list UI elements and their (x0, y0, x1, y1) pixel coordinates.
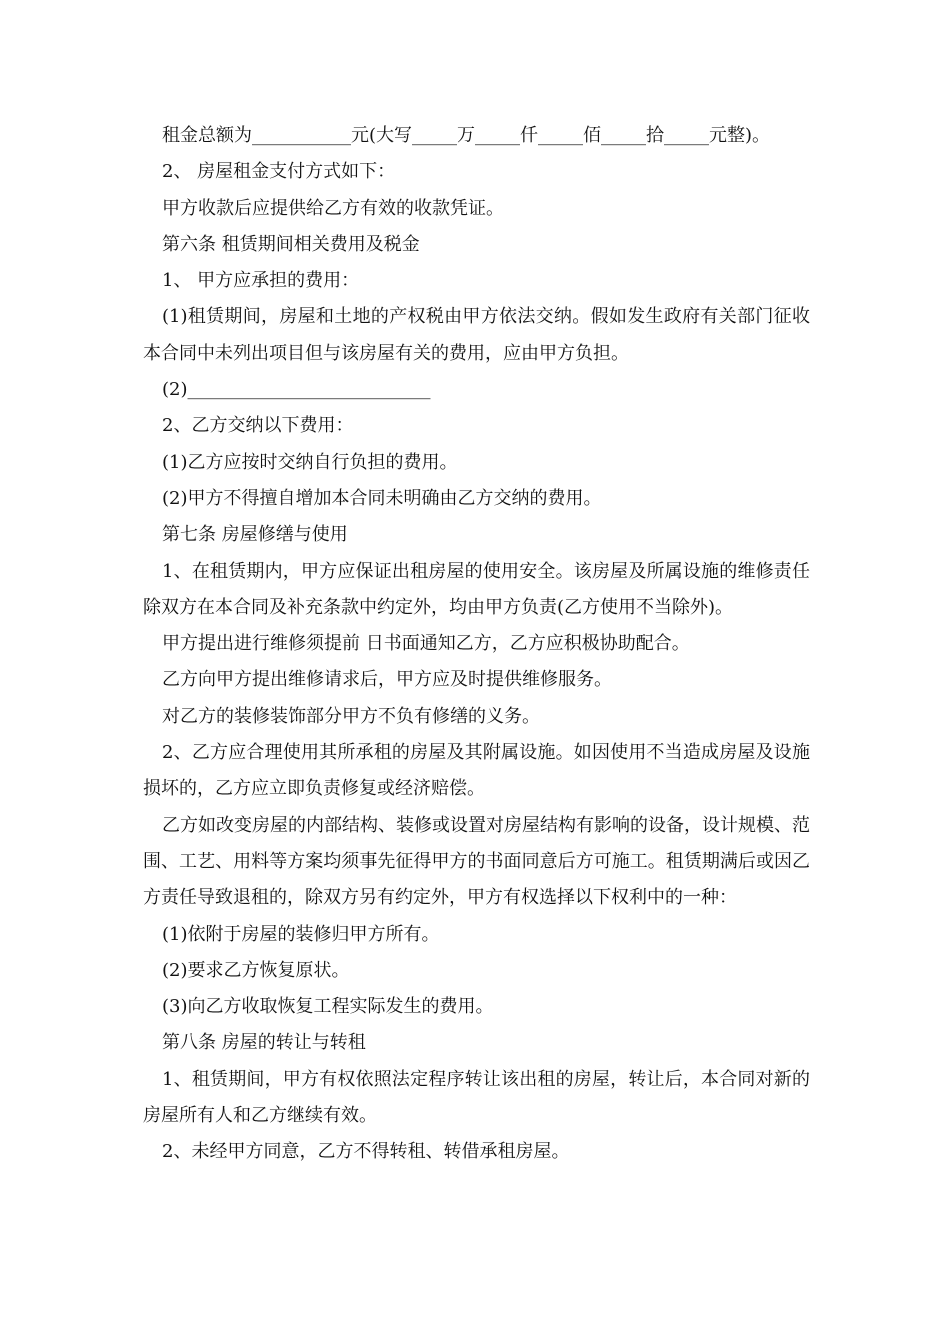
paragraph-proper-use: 2、乙方应合理使用其所承租的房屋及其附属设施。如因使用不当造成房屋及设施损坏的，乙方应立即负责修复或经济赔偿。 (143, 742, 810, 800)
paragraph-blank-item: (2)___________________________ (162, 379, 431, 401)
paragraph-property-tax: (1)租赁期间，房屋和土地的产权税由甲方依法交纳。假如发生政府有关部门征收本合同中未列出项目但与该房屋有关的费用，应由甲方负担。 (143, 306, 810, 364)
paragraph-option-3: (3)向乙方收取恢复工程实际发生的费用。 (162, 996, 494, 1018)
paragraph-repair-notice: 甲方提出进行维修须提前 日书面通知乙方，乙方应积极协助配合。 (162, 633, 690, 655)
article-8-heading: 第八条 房屋的转让与转租 (162, 1032, 366, 1054)
document-body (143, 118, 810, 1171)
paragraph-b-pay-on-time: (1)乙方应按时交纳自行负担的费用。 (162, 451, 458, 473)
paragraph-option-1: (1)依附于房屋的装修归甲方所有。 (162, 923, 440, 945)
paragraph-payment-method: 2、 房屋租金支付方式如下： (162, 161, 396, 183)
article-6-heading: 第六条 租赁期间相关费用及税金 (162, 233, 420, 255)
paragraph-repair-service: 乙方向甲方提出维修请求后，甲方应及时提供维修服务。 (162, 669, 612, 691)
paragraph-rent-total: 租金总额为___________元(大写_____万_____仟_____佰_____拾_____元整)。 (162, 125, 771, 146)
paragraph-option-2: (2)要求乙方恢复原状。 (162, 959, 350, 981)
paragraph-receipt: 甲方收款后应提供给乙方有效的收款凭证。 (162, 197, 504, 219)
paragraph-no-sublet: 2、未经甲方同意，乙方不得转租、转借承租房屋。 (162, 1141, 570, 1163)
paragraph-party-b-costs: 2、乙方交纳以下费用： (162, 415, 354, 437)
paragraph-party-a-costs: 1、 甲方应承担的费用： (162, 270, 360, 292)
paragraph-transfer: 1、租赁期间，甲方有权依照法定程序转让该出租的房屋，转让后，本合同对新的房屋所有人和乙方继续有效。 (143, 1068, 810, 1127)
paragraph-decoration: 对乙方的装修装饰部分甲方不负有修缮的义务。 (162, 705, 540, 727)
paragraph-no-extra-fees: (2)甲方不得擅自增加本合同未明确由乙方交纳的费用。 (162, 487, 602, 509)
paragraph-structure-change: 乙方如改变房屋的内部结构、装修或设置对房屋结构有影响的设备，设计规模、范围、工艺、用料等方案均须事先征得甲方的书面同意后方可施工。租赁期满后或因乙方责任导致退租的，除双方另有约定外，甲方有权选择以下权利中的一种： (143, 814, 810, 909)
article-7-heading: 第七条 房屋修缮与使用 (162, 524, 348, 546)
paragraph-safety: 1、在租赁期内，甲方应保证出租房屋的使用安全。该房屋及所属设施的维修责任除双方在本合同及补充条款中约定外，均由甲方负责(乙方使用不当除外)。 (143, 560, 810, 618)
